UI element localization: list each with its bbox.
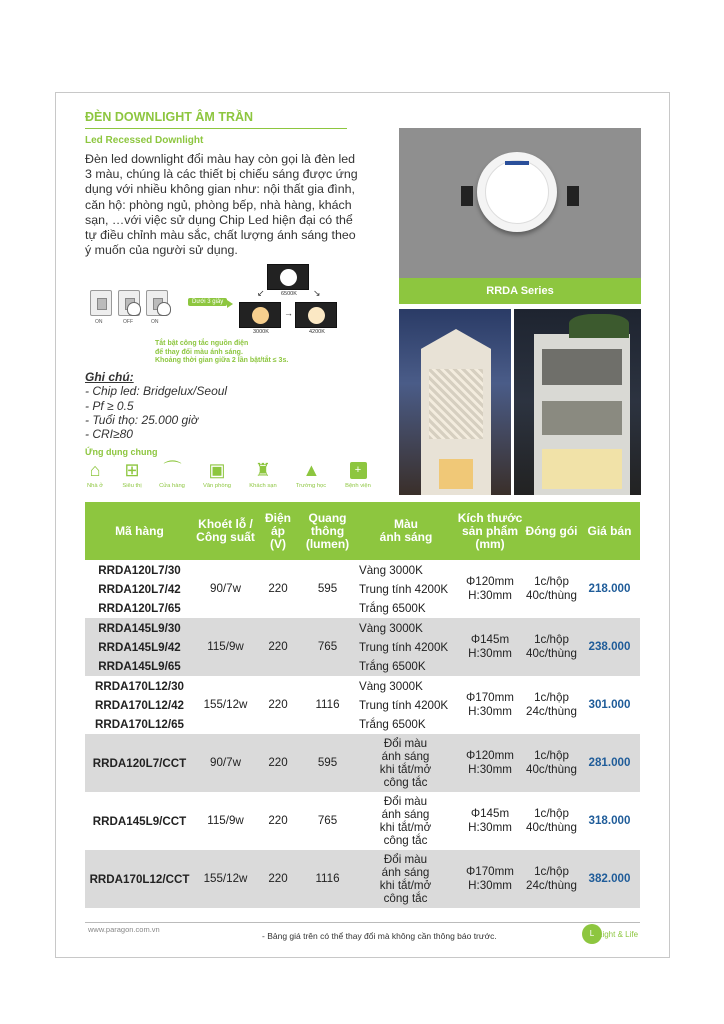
cell-color bbox=[356, 676, 456, 734]
product-code: RRDA145L9/30 bbox=[98, 621, 181, 635]
size-height: H:30mm bbox=[468, 763, 512, 776]
table-row bbox=[85, 850, 640, 908]
application-item bbox=[75, 462, 115, 489]
color-option: Trung tính 4200K bbox=[359, 582, 449, 596]
cell-price: 218.000 bbox=[579, 560, 640, 618]
cell-flux: 595 bbox=[299, 560, 356, 618]
size-height: H:30mm bbox=[468, 821, 512, 834]
table-row bbox=[85, 676, 640, 734]
lit-doorway bbox=[439, 459, 473, 489]
color-option: Trắng 6500K bbox=[359, 717, 426, 731]
cart-icon: ⊞ bbox=[124, 460, 140, 480]
header-flux bbox=[299, 502, 356, 560]
spring-clip bbox=[567, 186, 579, 206]
cell-size bbox=[456, 792, 524, 850]
cell-size bbox=[456, 560, 524, 618]
pack-box: 1c/hộp bbox=[534, 574, 569, 588]
note-item: - Tuổi thọ: 25.000 giờ bbox=[85, 412, 199, 427]
cell-pack bbox=[524, 850, 579, 908]
hospital-icon: + bbox=[350, 462, 367, 479]
window-band bbox=[542, 349, 622, 385]
switch-label: OFF bbox=[123, 319, 133, 325]
cell-size bbox=[456, 676, 524, 734]
header-text: Công suất bbox=[196, 530, 255, 544]
school-icon: ▲ bbox=[302, 460, 321, 480]
pack-box: 1c/hộp bbox=[534, 632, 569, 646]
cell-color bbox=[356, 792, 456, 850]
hand-icon bbox=[157, 302, 171, 316]
color-option: khi tắt/mở bbox=[379, 763, 432, 776]
size-height: H:30mm bbox=[468, 879, 512, 892]
size-diameter: Φ170mm bbox=[466, 690, 514, 704]
cell-price: 281.000 bbox=[579, 734, 640, 792]
cell-pack bbox=[524, 560, 579, 618]
application-label: Cửa hàng bbox=[159, 483, 185, 489]
header-text: thông bbox=[310, 523, 345, 538]
pack-carton: 40c/thùng bbox=[526, 589, 577, 602]
cell-pack bbox=[524, 618, 579, 676]
application-item bbox=[291, 462, 331, 489]
brand-mark: L bbox=[582, 924, 602, 944]
product-code: RRDA120L7/65 bbox=[98, 601, 181, 615]
application-item bbox=[112, 462, 152, 489]
pack-box: 1c/hộp bbox=[534, 748, 569, 762]
cell-code bbox=[85, 676, 194, 734]
product-code: RRDA170L12/30 bbox=[95, 679, 184, 693]
cell-color bbox=[356, 560, 456, 618]
size-diameter: Φ120mm bbox=[466, 574, 514, 588]
arrow-icon: ↙ bbox=[257, 288, 265, 298]
pack-carton: 40c/thùng bbox=[526, 821, 577, 834]
cell-cutout: 155/12w bbox=[194, 676, 257, 734]
website-link[interactable]: www.paragon.com.vn bbox=[88, 925, 160, 934]
color-option: Đổi màu bbox=[383, 737, 428, 750]
cell-price: 382.000 bbox=[579, 850, 640, 908]
pack-box: 1c/hộp bbox=[534, 690, 569, 704]
hand-icon bbox=[127, 302, 141, 316]
note-item: - Chip led: Bridgelux/Seoul bbox=[85, 384, 228, 399]
product-code: RRDA170L12/CCT bbox=[89, 872, 190, 886]
cell-price: 301.000 bbox=[579, 676, 640, 734]
header-voltage bbox=[257, 502, 299, 560]
cell-color bbox=[356, 618, 456, 676]
cell-code bbox=[85, 792, 194, 850]
cell-voltage: 220 bbox=[257, 792, 299, 850]
cell-voltage: 220 bbox=[257, 560, 299, 618]
header-cutout bbox=[194, 502, 257, 560]
color-option: ánh sáng bbox=[381, 866, 430, 879]
cell-flux: 1116 bbox=[299, 676, 356, 734]
pack-carton: 24c/thùng bbox=[526, 705, 577, 718]
brand-logo-mark bbox=[505, 161, 529, 165]
header-code bbox=[85, 502, 194, 560]
cell-pack bbox=[524, 734, 579, 792]
cell-code bbox=[85, 734, 194, 792]
product-series-caption: RRDA Series bbox=[399, 278, 641, 304]
brand-slogan: Light & Life bbox=[598, 930, 639, 939]
cell-color bbox=[356, 734, 456, 792]
title-underline bbox=[85, 128, 347, 129]
warm-light-dot bbox=[252, 307, 269, 324]
cell-flux: 1116 bbox=[299, 850, 356, 908]
arrow-icon: → bbox=[284, 308, 293, 318]
cct-label-top: 6500K bbox=[281, 291, 297, 297]
header-text: Kích thước bbox=[457, 510, 523, 525]
cct-box-6500k bbox=[267, 264, 309, 290]
application-item bbox=[152, 462, 192, 489]
header-text: Đóng gói bbox=[525, 523, 578, 538]
lattice-panel bbox=[429, 369, 483, 439]
size-diameter: Φ145m bbox=[470, 806, 510, 820]
cct-label-right: 4200K bbox=[309, 329, 325, 335]
application-label: Bệnh viện bbox=[345, 483, 371, 489]
pack-carton: 24c/thùng bbox=[526, 879, 577, 892]
switch-note-line: Khoảng thời gian giữa 2 lần bật/tắt ≤ 3s. bbox=[155, 357, 289, 364]
cell-cutout: 155/12w bbox=[194, 850, 257, 908]
product-code: RRDA145L9/CCT bbox=[92, 814, 187, 828]
cell-code bbox=[85, 560, 194, 618]
cell-flux: 595 bbox=[299, 734, 356, 792]
header-text: Điện áp bbox=[264, 510, 291, 538]
application-label: Khách sạn bbox=[249, 483, 277, 489]
intro-paragraph: Đèn led downlight đổi màu hay còn gọi là đèn led 3 màu, chúng là các thiết bị chiếu sáng được ứng dụng với nhiều không gian như: nội thất gia đình, căn hộ: phòng ngủ, phòng bếp, nhà hàng, khách sạn, …với việc sử dụng Chip Led hiện đại có thể tự điều chỉnh màu sắc, chất lượng ánh sáng theo ý muốn của người sử dụng. bbox=[85, 152, 358, 258]
cell-voltage: 220 bbox=[257, 850, 299, 908]
header-text: Mã hàng bbox=[115, 523, 164, 538]
color-option: Trung tính 4200K bbox=[359, 640, 449, 654]
page-title: ĐÈN DOWNLIGHT ÂM TRẦN bbox=[85, 110, 254, 124]
cell-flux: 765 bbox=[299, 792, 356, 850]
shoe-icon: ⌒ bbox=[163, 460, 182, 480]
cell-flux: 765 bbox=[299, 618, 356, 676]
header-color bbox=[356, 502, 456, 560]
color-option: Trắng 6500K bbox=[359, 601, 426, 615]
color-option: ánh sáng bbox=[381, 808, 430, 821]
color-option: khi tắt/mở bbox=[379, 821, 432, 834]
cell-cutout: 115/9w bbox=[194, 618, 257, 676]
switch-note bbox=[155, 340, 288, 366]
product-code: RRDA120L7/42 bbox=[98, 582, 181, 596]
application-label: Siêu thị bbox=[122, 483, 142, 489]
product-code: RRDA145L9/65 bbox=[98, 659, 181, 673]
lamp-diffuser bbox=[485, 160, 549, 224]
cell-cutout: 115/9w bbox=[194, 792, 257, 850]
size-diameter: Φ170mm bbox=[466, 864, 514, 878]
header-text: (lumen) bbox=[305, 536, 350, 551]
product-image bbox=[399, 128, 641, 304]
cell-price: 318.000 bbox=[579, 792, 640, 850]
page-subtitle: Led Recessed Downlight bbox=[85, 135, 204, 146]
cell-voltage: 220 bbox=[257, 734, 299, 792]
product-code: RRDA170L12/42 bbox=[95, 698, 184, 712]
color-option: Vàng 3000K bbox=[359, 563, 423, 577]
application-item bbox=[243, 462, 283, 489]
table-row bbox=[85, 734, 640, 792]
header-text: ánh sáng bbox=[379, 530, 433, 544]
application-label: Văn phòng bbox=[202, 483, 232, 489]
product-code: RRDA145L9/42 bbox=[98, 640, 181, 654]
application-label: Nhà ở bbox=[86, 483, 104, 489]
timing-tag: Dưới 3 giây bbox=[188, 298, 227, 306]
size-diameter: Φ120mm bbox=[466, 748, 514, 762]
product-code: RRDA120L7/30 bbox=[98, 563, 181, 577]
color-option: công tắc bbox=[383, 892, 428, 905]
size-height: H:30mm bbox=[468, 589, 512, 602]
color-option: Trắng 6500K bbox=[359, 659, 426, 673]
header-size bbox=[456, 502, 524, 560]
header-text: (mm) bbox=[475, 536, 505, 551]
header-text: Khoét lỗ / bbox=[198, 517, 253, 531]
color-option: Vàng 3000K bbox=[359, 679, 423, 693]
price-table bbox=[85, 502, 640, 908]
building-photo bbox=[514, 309, 641, 495]
applications-title: Ứng dụng chung bbox=[85, 447, 158, 457]
color-option: ánh sáng bbox=[381, 750, 430, 763]
header-text: Màu bbox=[394, 517, 418, 531]
cell-size bbox=[456, 618, 524, 676]
cell-pack bbox=[524, 676, 579, 734]
application-item bbox=[338, 462, 378, 489]
pack-box: 1c/hộp bbox=[534, 806, 569, 820]
cell-pack bbox=[524, 792, 579, 850]
header-text: (V) bbox=[270, 536, 286, 551]
neutral-light-dot bbox=[308, 307, 325, 324]
cell-voltage: 220 bbox=[257, 676, 299, 734]
table-row bbox=[85, 792, 640, 850]
cell-cutout: 90/7w bbox=[194, 734, 257, 792]
table-row bbox=[85, 560, 640, 618]
cell-code bbox=[85, 618, 194, 676]
switch-note-line: để thay đổi màu ánh sáng. bbox=[155, 348, 243, 356]
cell-code bbox=[85, 850, 194, 908]
cell-color bbox=[356, 850, 456, 908]
product-code: RRDA170L12/65 bbox=[95, 717, 184, 731]
building-photo bbox=[399, 309, 511, 495]
size-diameter: Φ145m bbox=[470, 632, 510, 646]
header-price bbox=[579, 502, 640, 560]
header-pack bbox=[524, 502, 579, 560]
note-item: - CRI≥80 bbox=[85, 427, 133, 442]
application-label: Trường học bbox=[295, 483, 327, 489]
color-option: công tắc bbox=[383, 834, 428, 847]
cct-box-3000k bbox=[239, 302, 281, 328]
cell-size bbox=[456, 850, 524, 908]
header-text: Quang bbox=[308, 510, 347, 525]
color-option: Đổi màu bbox=[383, 795, 428, 808]
cct-label-left: 3000K bbox=[253, 329, 269, 335]
note-item: - Pf ≥ 0.5 bbox=[85, 398, 134, 413]
product-code: RRDA120L7/CCT bbox=[92, 756, 187, 770]
color-option: Vàng 3000K bbox=[359, 621, 423, 635]
wall-switch-icon bbox=[90, 290, 112, 316]
cell-voltage: 220 bbox=[257, 618, 299, 676]
size-height: H:30mm bbox=[468, 647, 512, 660]
notes-heading: Ghi chú: bbox=[85, 370, 134, 384]
pack-carton: 40c/thùng bbox=[526, 647, 577, 660]
switch-label: ON bbox=[95, 319, 103, 325]
application-item bbox=[197, 462, 237, 489]
header-text: Giá bán bbox=[587, 523, 632, 538]
office-icon: ▣ bbox=[208, 460, 226, 480]
color-option: khi tắt/mở bbox=[379, 879, 432, 892]
house-icon: ⌂ bbox=[89, 460, 101, 480]
applications-list bbox=[85, 462, 385, 497]
color-option: công tắc bbox=[383, 776, 428, 789]
switch-label: ON bbox=[151, 319, 159, 325]
switch-diagram bbox=[85, 262, 355, 372]
table-row bbox=[85, 618, 640, 676]
cell-size bbox=[456, 734, 524, 792]
lit-window bbox=[542, 449, 622, 489]
arrow-icon: ↘ bbox=[313, 288, 321, 298]
rooftop-plants bbox=[569, 314, 629, 338]
header-text: sản phẩm bbox=[461, 523, 518, 538]
switch-note-line: Tắt bật công tắc nguồn điện bbox=[155, 340, 249, 347]
cct-box-4200k bbox=[295, 302, 337, 328]
cell-cutout: 90/7w bbox=[194, 560, 257, 618]
pack-carton: 40c/thùng bbox=[526, 763, 577, 776]
spring-clip bbox=[461, 186, 473, 206]
footer-divider bbox=[85, 922, 640, 923]
color-option: Trung tính 4200K bbox=[359, 698, 449, 712]
window-band bbox=[542, 401, 622, 435]
color-option: Đổi màu bbox=[383, 853, 428, 866]
size-height: H:30mm bbox=[468, 705, 512, 718]
cell-price: 238.000 bbox=[579, 618, 640, 676]
price-disclaimer: - Bảng giá trên có thể thay đổi mà không cần thông báo trước. bbox=[262, 931, 497, 941]
downlight-icon bbox=[477, 152, 557, 232]
table-header-row bbox=[85, 502, 640, 560]
notes-block bbox=[85, 370, 227, 441]
pack-box: 1c/hộp bbox=[534, 864, 569, 878]
hotel-icon: ♜ bbox=[254, 460, 272, 480]
cool-light-dot bbox=[280, 269, 297, 286]
